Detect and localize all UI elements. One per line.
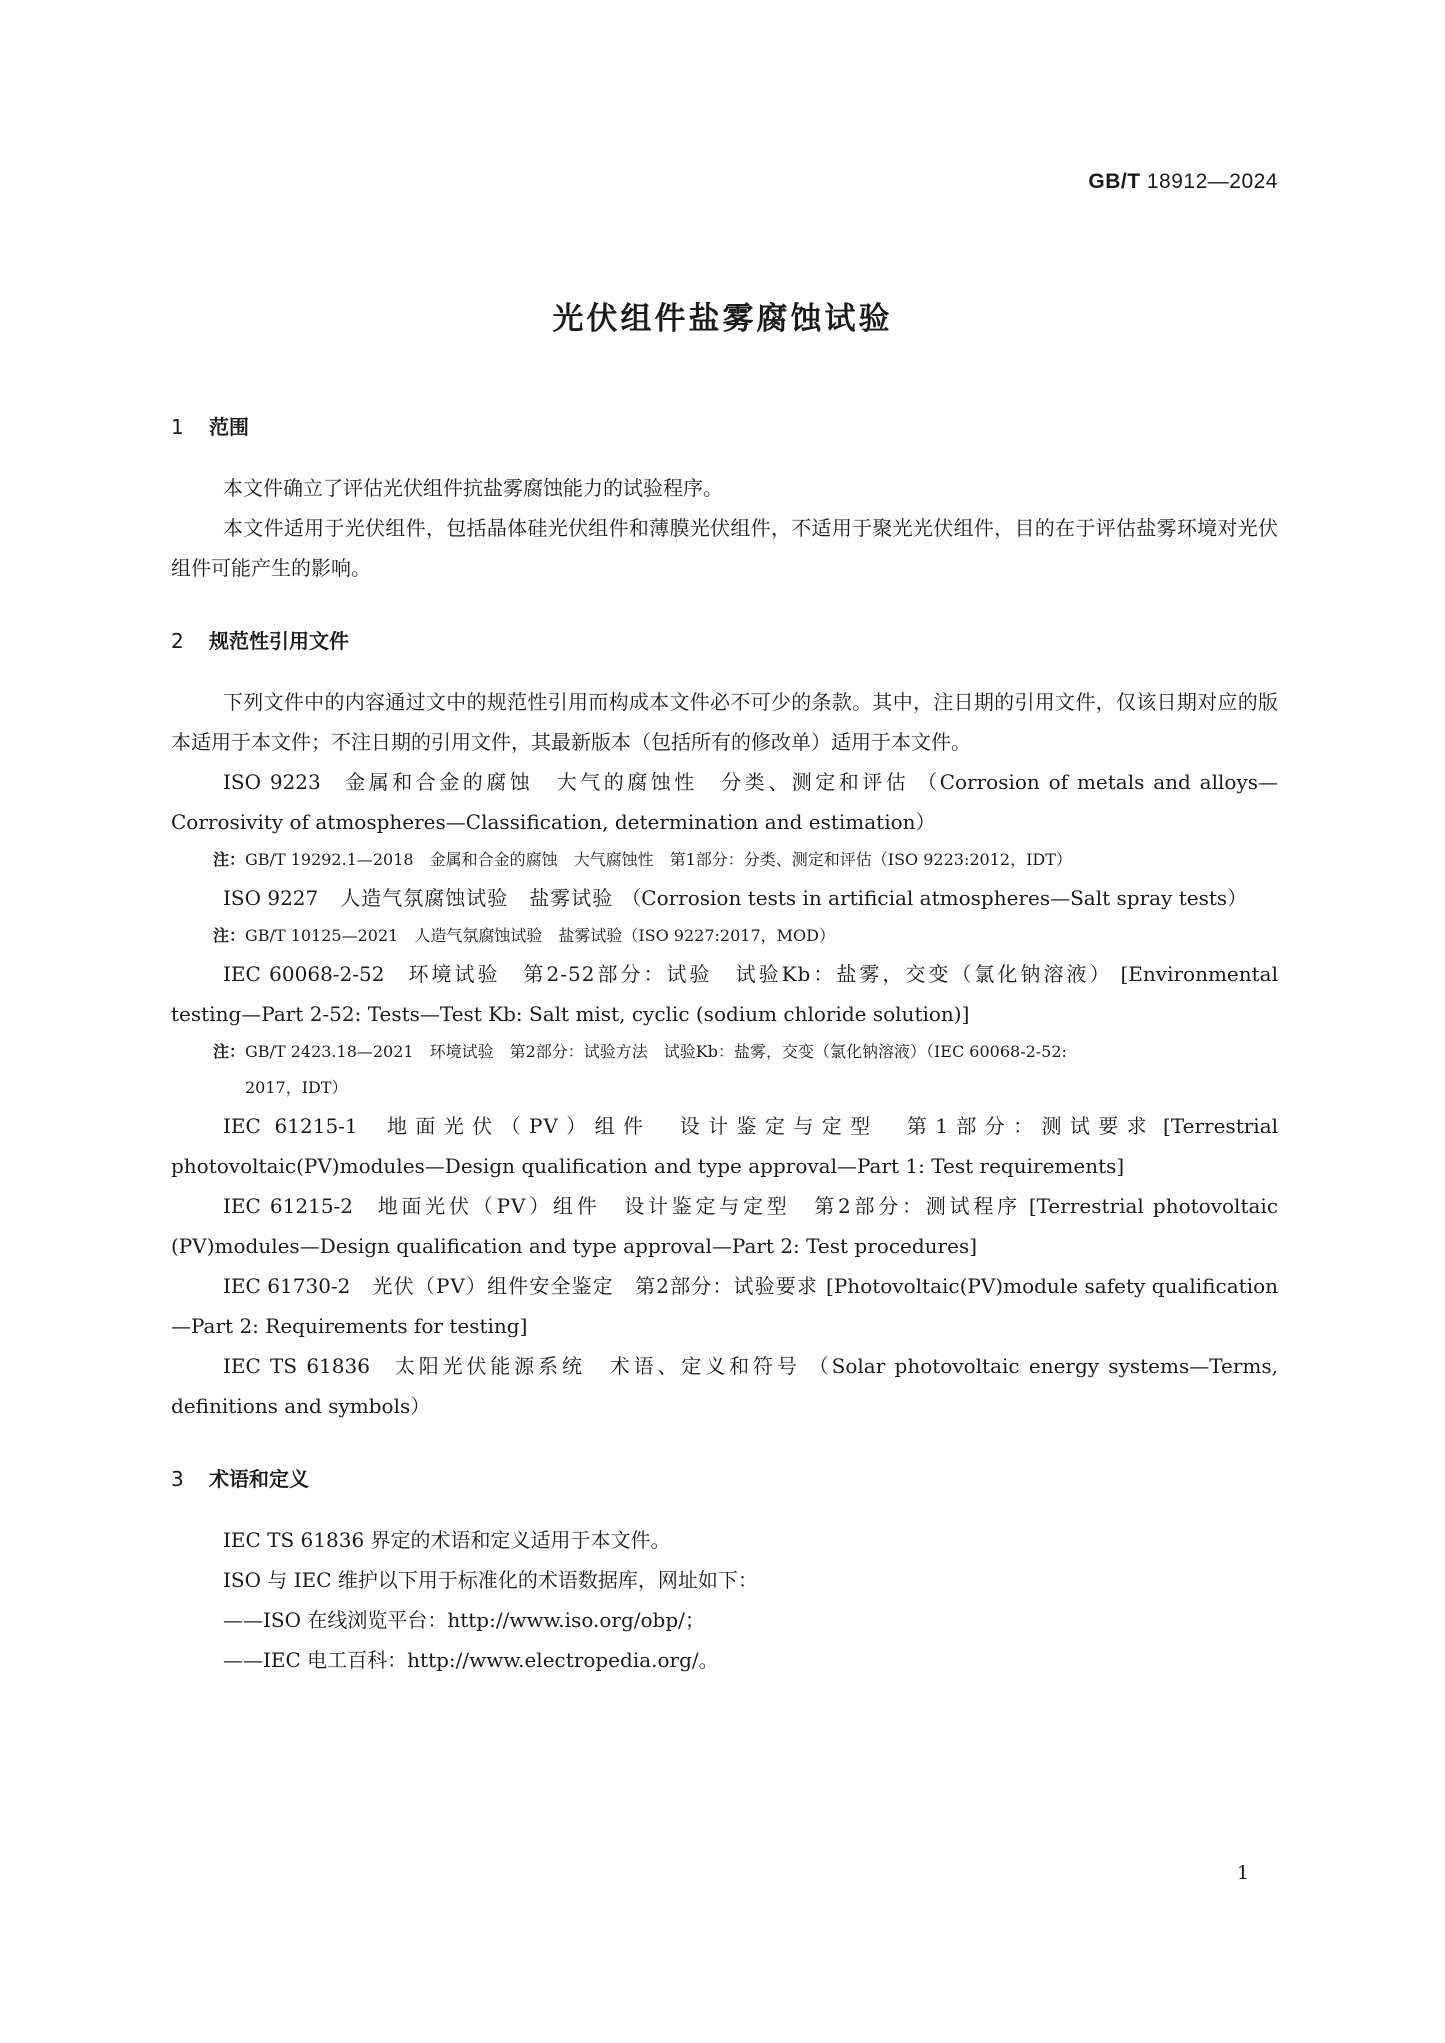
reference-title-en: [Terrestrial photovoltaic (PV)modules—Design qualification and type approval—Part 2: Test procedures]: [171, 1194, 1279, 1258]
reference-code: ISO 9227: [223, 886, 319, 910]
section-title: 范围: [209, 415, 249, 439]
section-1-heading: [171, 410, 1278, 444]
reference-note: [213, 842, 1278, 878]
term-database-item: ——ISO 在线浏览平台：http://www.iso.org/obp/；: [223, 1608, 705, 1632]
reference-entry: [171, 762, 1278, 842]
reference-entry: [171, 1106, 1278, 1186]
paragraph: 下列文件中的内容通过文中的规范性引用而构成本文件必不可少的条款。其中，注日期的引用文件，仅该日期对应的版本适用于本文件；不注日期的引用文件，其最新版本（包括所有的修改单）适用于本文件。: [171, 690, 1278, 754]
reference-entry: [171, 954, 1278, 1034]
standard-number: [1088, 170, 1278, 194]
section-title: 术语和定义: [209, 1467, 309, 1491]
term-database-item: ——IEC 电工百科：http://www.electropedia.org/。: [223, 1648, 719, 1672]
page-number: 1: [1236, 1862, 1249, 1884]
standard-code: 18912—2024: [1146, 170, 1278, 193]
note-label: 注：: [213, 1042, 246, 1061]
section-number: 1: [171, 415, 184, 439]
section-number: 3: [171, 1467, 184, 1491]
reference-code: IEC TS 61836: [223, 1354, 370, 1378]
paragraph: 本文件适用于光伏组件，包括晶体硅光伏组件和薄膜光伏组件，不适用于聚光光伏组件，目的在于评估盐雾环境对光伏组件可能产生的影响。: [171, 516, 1278, 580]
reference-entry: [171, 1266, 1278, 1346]
paragraph: 本文件确立了评估光伏组件抗盐雾腐蚀能力的试验程序。: [223, 476, 723, 500]
standard-prefix: GB/T: [1088, 170, 1141, 193]
paragraph: ISO 与 IEC 维护以下用于标准化的术语数据库，网址如下：: [223, 1568, 758, 1592]
section-number: 2: [171, 629, 184, 653]
reference-title-en: [Photovoltaic(PV)module safety qualification—Part 2: Requirements for testing]: [171, 1274, 1279, 1338]
reference-title-cn: 环境试验 第2-52部分：试验 试验Kb：盐雾，交变（氯化钠溶液）: [406, 962, 1113, 986]
reference-title-en: （Solar photovoltaic energy systems—Terms, definitions and symbols）: [171, 1354, 1279, 1418]
note-text: GB/T 19292.1—2018 金属和合金的腐蚀 大气腐蚀性 第1部分：分类、测定和评估（ISO 9223:2012，IDT）: [245, 850, 1072, 869]
reference-title-cn: 太阳光伏能源系统 术语、定义和符号: [391, 1354, 801, 1378]
document-title: 光伏组件盐雾腐蚀试验: [552, 301, 893, 337]
section-3-heading: [171, 1462, 1278, 1496]
reference-title-cn: 金属和合金的腐蚀 大气的腐蚀性 分类、测定和评估: [342, 770, 910, 794]
section-2-heading: [171, 624, 1278, 658]
note-text: GB/T 10125—2021 人造气氛腐蚀试验 盐雾试验（ISO 9227:2017，MOD）: [245, 926, 835, 945]
reference-note: [213, 918, 1278, 954]
reference-title-cn: 人造气氛腐蚀试验 盐雾试验: [340, 886, 614, 910]
reference-title-en: （Corrosion tests in artificial atmospheres—Salt spray tests）: [621, 886, 1248, 910]
reference-entry: [171, 1346, 1278, 1426]
reference-note: [213, 1034, 1278, 1106]
paragraph: IEC TS 61836 界定的术语和定义适用于本文件。: [223, 1528, 671, 1552]
normative-reference-list: [171, 762, 1278, 1426]
reference-code: IEC 60068-2-52: [223, 962, 385, 986]
reference-title-en: [Environmental testing—Part 2-52: Tests—Test Kb: Salt mist, cyclic (sodium chloride solution)]: [171, 962, 1278, 1026]
reference-title-en: （Corrosion of metals and alloys—Corrosivity of atmospheres—Classification, determination and estimation）: [171, 770, 1279, 834]
reference-title-cn: 光伏（PV）组件安全鉴定 第2部分：试验要求: [372, 1274, 819, 1298]
reference-code: ISO 9223: [223, 770, 321, 794]
reference-code: IEC 61730-2: [223, 1274, 351, 1298]
reference-entry: [171, 1186, 1278, 1266]
reference-code: IEC 61215-1: [223, 1114, 358, 1138]
reference-title-cn: 地面光伏（PV）组件 设计鉴定与定型 第1部分：测试要求: [379, 1114, 1156, 1138]
note-text-continued: 2017，IDT）: [245, 1078, 348, 1097]
note-label: 注：: [213, 926, 246, 945]
reference-entry: [171, 878, 1278, 918]
document-body: [171, 410, 1278, 1680]
reference-title-cn: 地面光伏（PV）组件 设计鉴定与定型 第2部分：测试程序: [375, 1194, 1021, 1218]
reference-title-en: [Terrestrial photovoltaic(PV)modules—Design qualification and type approval—Part 1: Test requirements]: [171, 1114, 1279, 1178]
note-label: 注：: [213, 850, 246, 869]
section-title: 规范性引用文件: [209, 629, 349, 653]
reference-code: IEC 61215-2: [223, 1194, 354, 1218]
note-text: GB/T 2423.18—2021 环境试验 第2部分：试验方法 试验Kb：盐雾，交变（氯化钠溶液）（IEC 60068-2-52:: [245, 1042, 1067, 1061]
